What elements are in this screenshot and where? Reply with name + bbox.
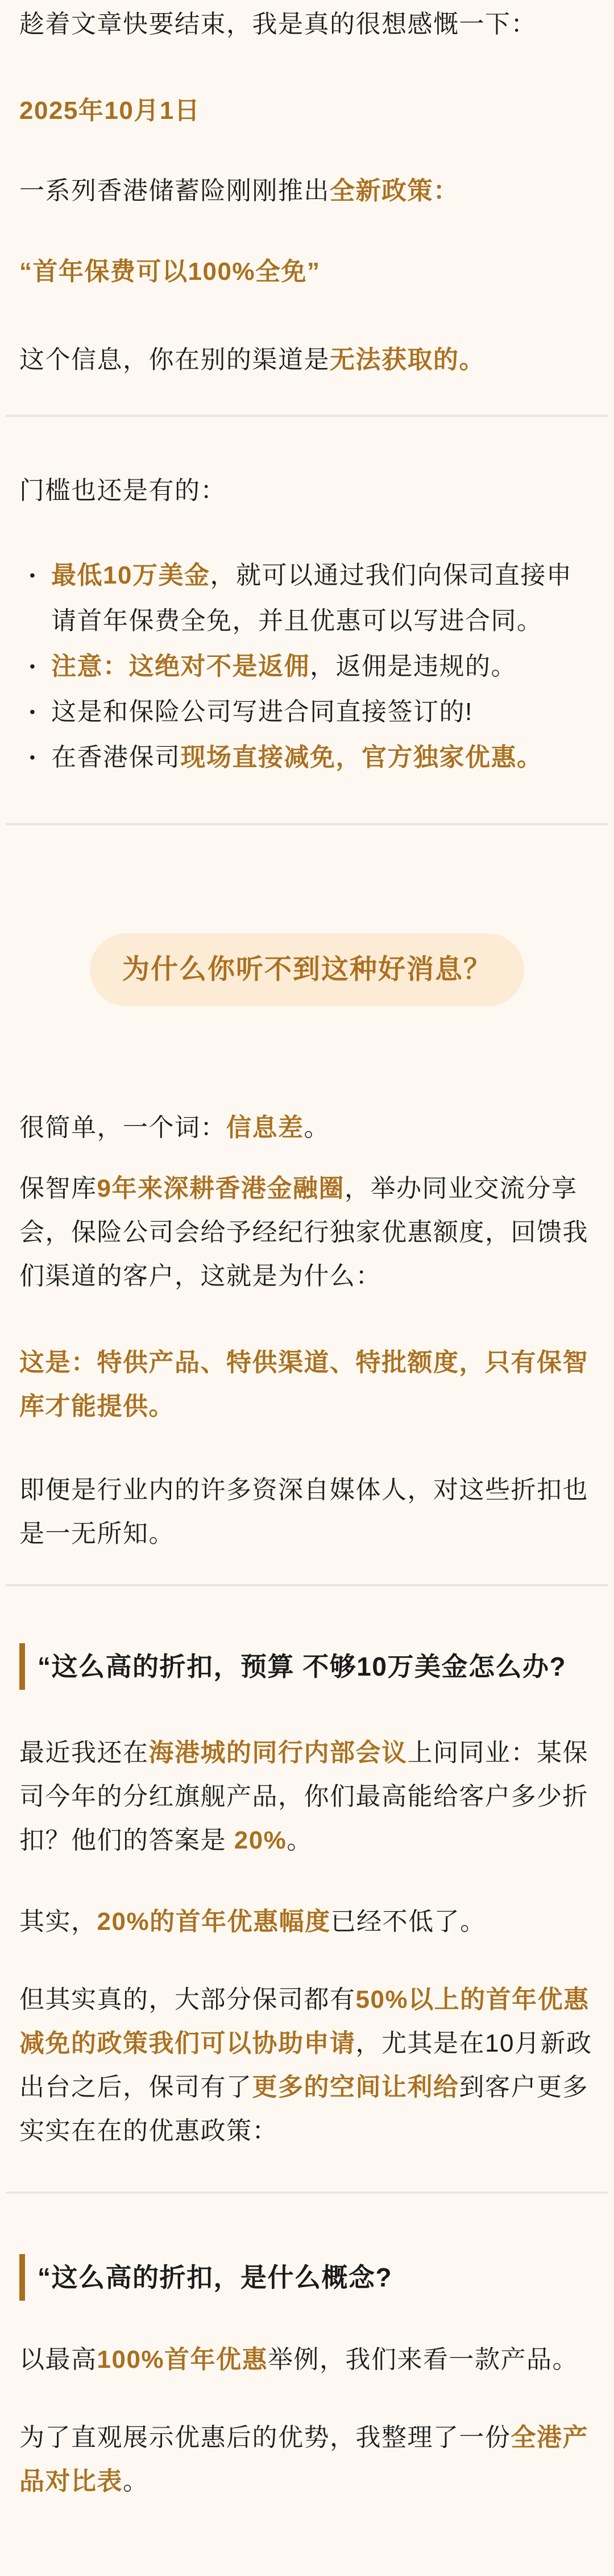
heading-text: “这么高的折扣，预算 不够10万美金怎么办?: [38, 1652, 567, 1681]
highlight-text: 20%: [234, 1826, 287, 1854]
paragraph: [19, 1731, 595, 1862]
paragraph: [19, 1106, 595, 1150]
threshold-heading: [19, 469, 595, 512]
list-item: [51, 689, 595, 735]
divider: [6, 2192, 608, 2194]
quote-heading: [19, 1643, 595, 1690]
highlight-text: 无法获取的。: [330, 346, 485, 374]
heading-text: “这么高的折扣，是什么概念?: [38, 2263, 393, 2292]
text-run: 在香港保司: [51, 743, 181, 771]
highlight-text: 全新政策：: [330, 177, 459, 205]
highlight-text: 信息差: [226, 1114, 304, 1142]
highlight-text: 100%首年优惠: [97, 2346, 268, 2374]
paragraph: [19, 2338, 595, 2381]
paragraph: [19, 2416, 595, 2503]
highlight-text: 全港产品对比表: [19, 2424, 588, 2495]
paragraph: [19, 1341, 595, 1428]
text-run: 一系列香港储蓄险刚刚推出: [19, 177, 330, 205]
text-run: 为了直观展示优惠后的优势，我整理了一份: [19, 2424, 511, 2451]
list-item: [51, 553, 595, 644]
highlight-text: 海港城的同行内部会议: [148, 1739, 408, 1767]
section-pill-heading: [90, 933, 524, 1006]
paragraph: [19, 1978, 595, 2153]
text-run: 到客户更多实实在在的优惠政策：: [19, 2073, 588, 2145]
divider: [6, 823, 608, 825]
text-run: 。: [123, 2467, 149, 2495]
paragraph: [19, 169, 595, 213]
list-item: [51, 644, 595, 689]
paragraph: [19, 338, 595, 382]
highlight-text: 这是：特供产品、特供渠道、特批额度，只有保智库才能提供。: [19, 1349, 588, 1420]
text-run: ，尤其是在10月新政出台之后，保司有了: [19, 2029, 592, 2101]
text-run: 已经不低了。: [330, 1908, 486, 1936]
text-run: 。: [287, 1826, 313, 1854]
highlight-text: 现场直接减免，官方独家优惠。: [180, 743, 543, 771]
divider: [6, 415, 608, 417]
text-run: ，举办同业交流分享会，保险公司会给予经纪行独家优惠额度，回馈我们渠道的客户，这就是为什么：: [19, 1175, 588, 1290]
paragraph: [19, 1468, 595, 1556]
text-run: 趁着文章快要结束，我是真的很想感慨一下：: [19, 10, 537, 38]
text-run: 上问同业：某保司今年的分红旗舰产品，你们最高能给客户多少折扣？他们的答案是: [19, 1739, 588, 1854]
text-run: 举例，我们来看一款产品。: [268, 2346, 579, 2374]
threshold-list: [19, 553, 595, 780]
highlight-text: 20%的首年优惠幅度: [97, 1908, 331, 1936]
text-run: 门槛也还是有的：: [19, 477, 226, 505]
highlight-text: “首年保费可以100%全免”: [19, 258, 321, 286]
text-run: 以最高: [19, 2346, 97, 2374]
text-run: 这是和保险公司写进合同直接签订的!: [51, 698, 473, 726]
text-run: ，就可以通过我们向保司直接申请首年保费全免，并且优惠可以写进合同。: [51, 561, 572, 635]
highlight-text: 2025年10月1日: [19, 97, 201, 125]
quote-line: [19, 250, 595, 293]
text-run: 最近我还在: [19, 1739, 149, 1767]
highlight-text: 50%以上的首年优惠减免的政策我们可以协助申请: [19, 1986, 590, 2057]
paragraph: [19, 2, 595, 46]
text-run: 很简单，一个词：: [19, 1114, 226, 1142]
text-run: 这个信息，你在别的渠道是: [19, 346, 330, 374]
text-run: 即便是行业内的许多资深自媒体人，对这些折扣也是一无所知。: [19, 1476, 588, 1548]
text-run: 。: [304, 1114, 330, 1142]
highlight-text: 最低10万美金: [51, 561, 210, 589]
paragraph: [19, 1167, 595, 1298]
pill-heading-text: 为什么你听不到这种好消息？: [122, 954, 492, 985]
highlight-text: 更多的空间让利给: [252, 2073, 459, 2101]
divider: [6, 1584, 608, 1586]
highlight-text: 9年来深耕香港金融圈: [97, 1175, 345, 1202]
text-run: ，返佣是违规的。: [310, 652, 517, 680]
list-item: [51, 735, 595, 780]
highlight-text: 注意：这绝对不是返佣: [51, 652, 310, 680]
text-run: 但其实真的，大部分保司都有: [19, 1986, 356, 2013]
date-line: [19, 89, 595, 133]
paragraph: [19, 1900, 595, 1944]
text-run: 保智库: [19, 1175, 97, 1202]
text-run: 其实，: [19, 1908, 97, 1936]
quote-heading: [19, 2254, 595, 2301]
